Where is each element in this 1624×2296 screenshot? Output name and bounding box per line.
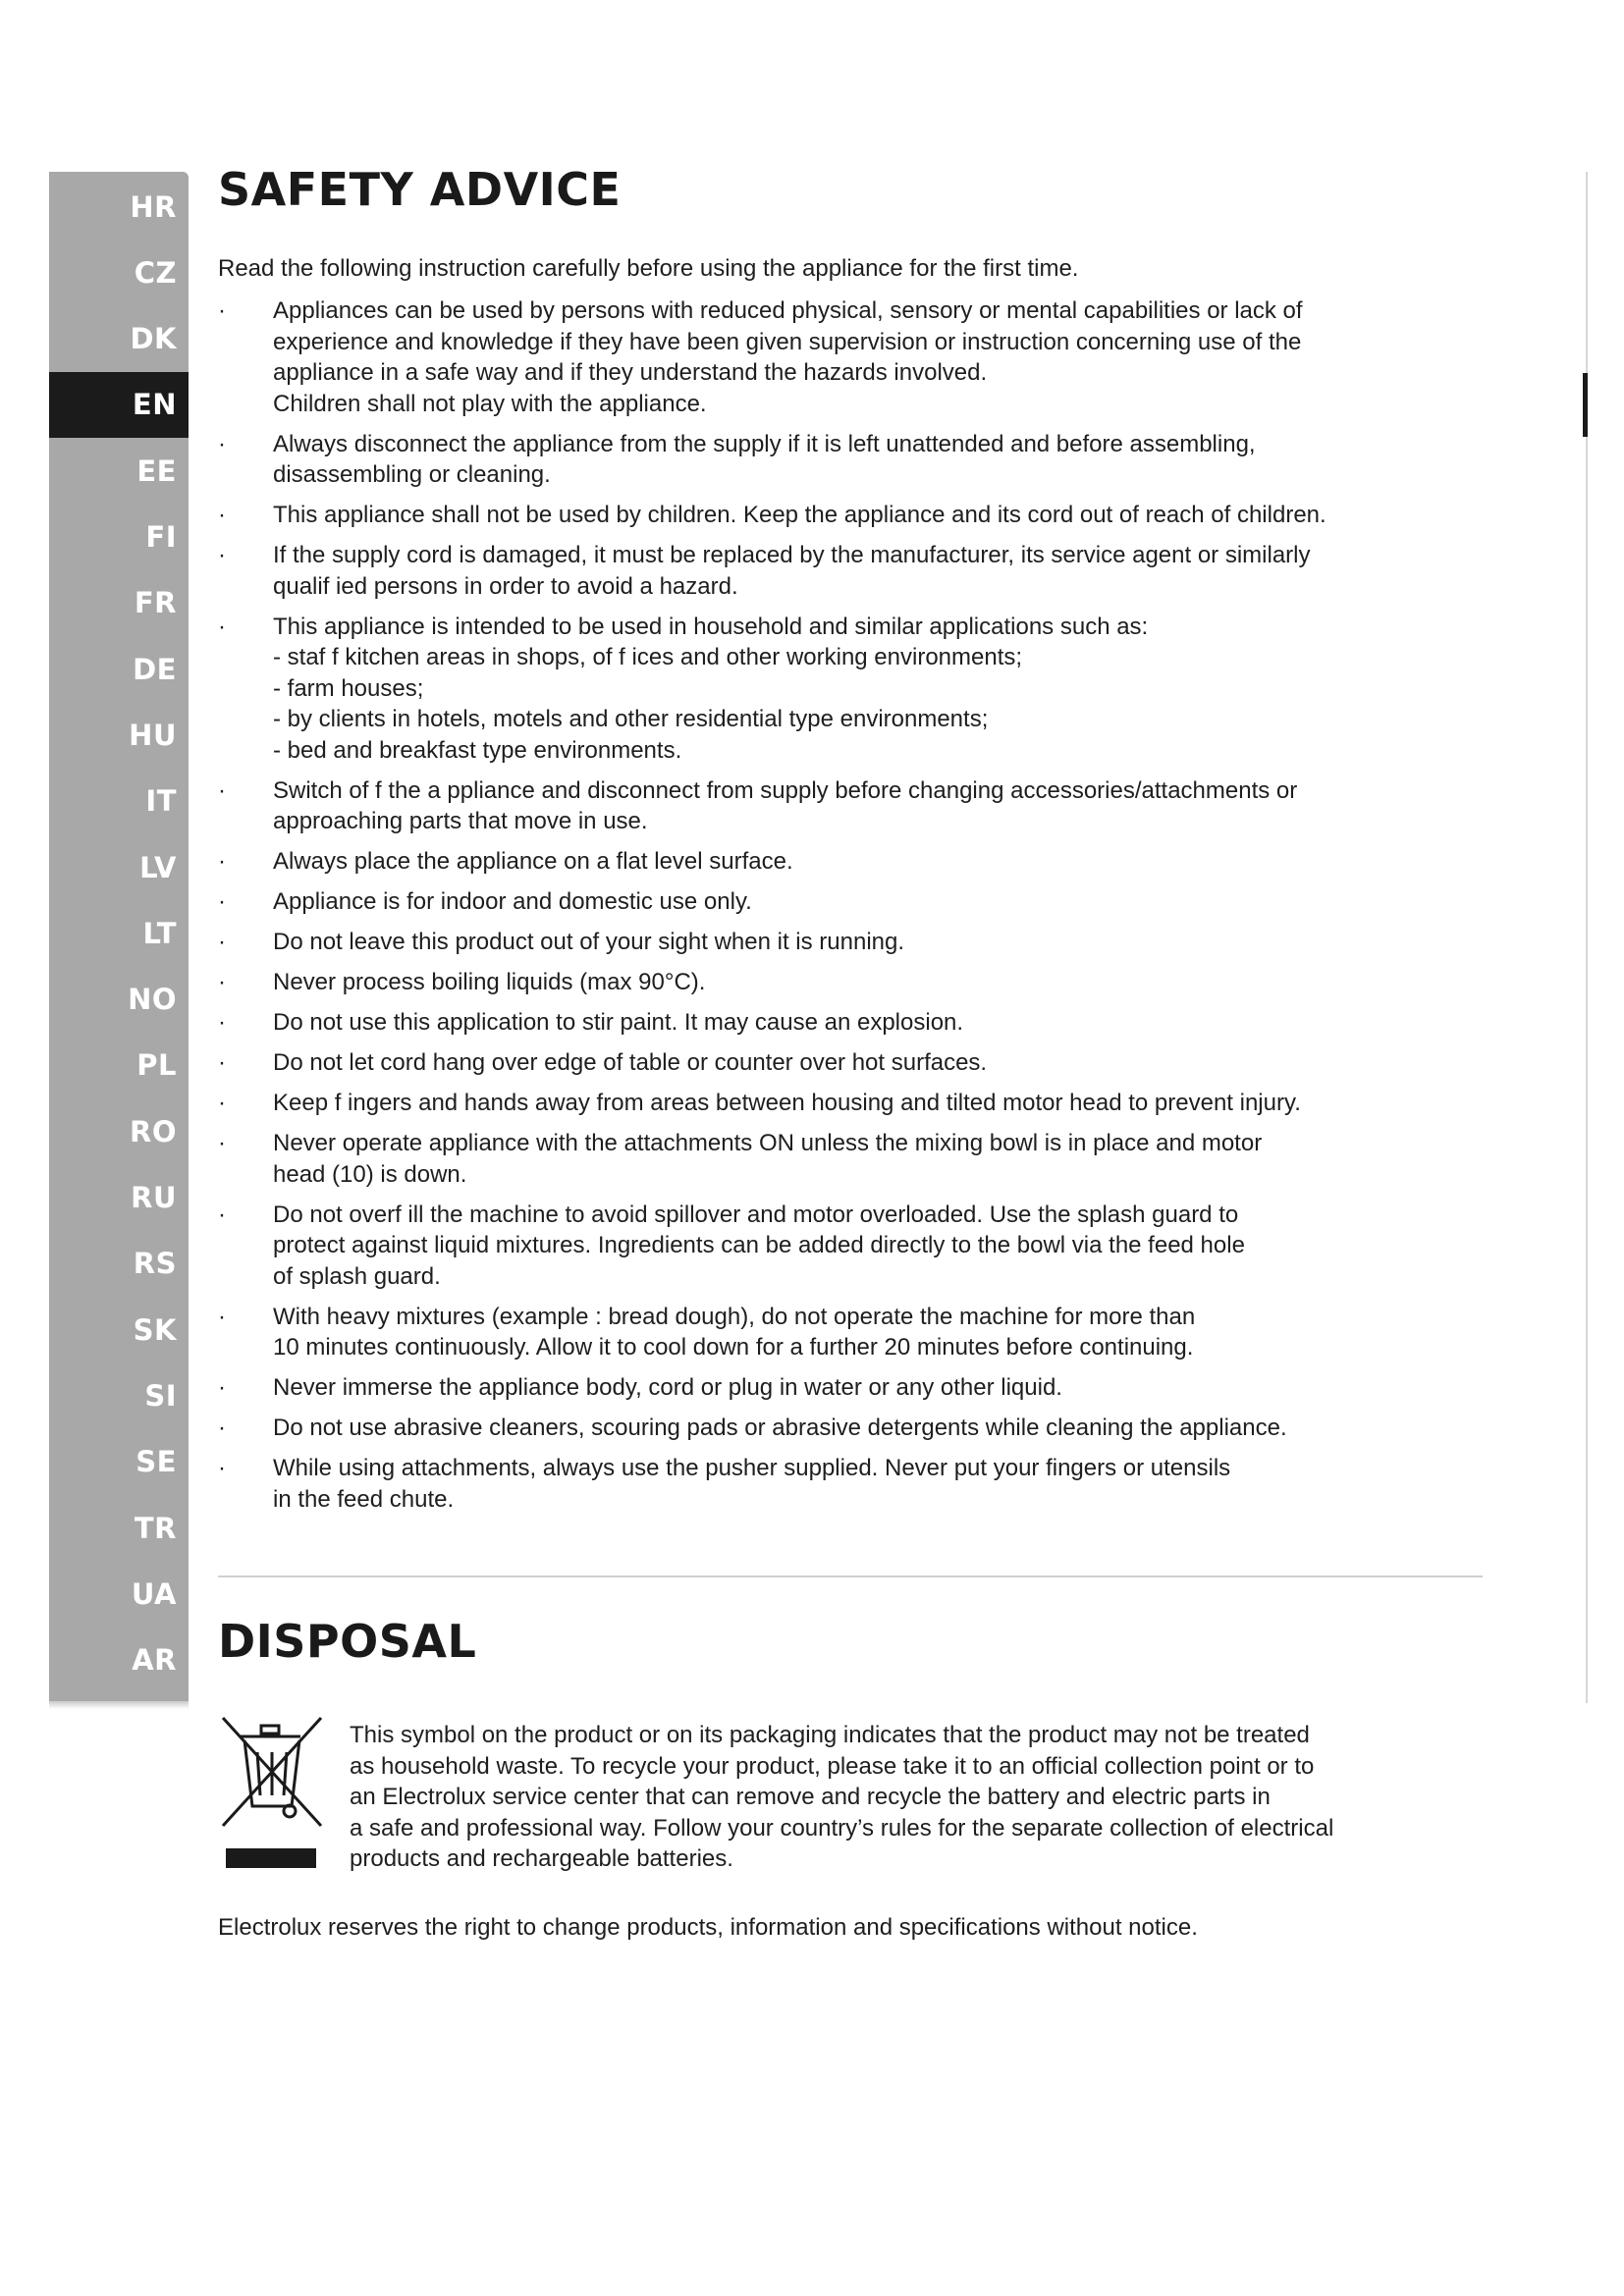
bullet-icon: · bbox=[218, 1303, 226, 1330]
disposal-text-line: as household waste. To recycle your product, please take it to an official collection point or to bbox=[350, 1752, 1315, 1780]
disposal-heading: DISPOSAL bbox=[218, 1615, 477, 1668]
page-edge-marker bbox=[1583, 373, 1588, 437]
bullet-icon: · bbox=[218, 1415, 226, 1441]
safety-item-line: Switch of f the a ppliance and disconnect from supply before changing accessories/attachments or bbox=[273, 776, 1298, 804]
bullet-icon: · bbox=[218, 929, 226, 955]
bullet-icon: · bbox=[218, 1009, 226, 1036]
safety-item-line: Always disconnect the appliance from the supply if it is left unattended and before assembling, bbox=[273, 430, 1256, 457]
language-tab-ro[interactable]: RO bbox=[130, 1114, 177, 1148]
safety-advice-list bbox=[218, 295, 1494, 1524]
disposal-text-line: products and rechargeable batteries. bbox=[350, 1845, 733, 1872]
section-divider bbox=[218, 1575, 1483, 1577]
safety-item bbox=[218, 846, 1494, 878]
language-tab-si[interactable]: SI bbox=[144, 1378, 177, 1413]
safety-item bbox=[218, 1128, 1494, 1190]
language-tab-de[interactable]: DE bbox=[133, 652, 177, 686]
language-tab-lv[interactable]: LV bbox=[139, 850, 177, 884]
safety-item-line: Always place the appliance on a flat level surface. bbox=[273, 848, 793, 875]
language-tab-it[interactable]: IT bbox=[145, 784, 177, 819]
safety-item bbox=[218, 1302, 1494, 1363]
safety-item-line: Never process boiling liquids (max 90°C). bbox=[273, 969, 706, 995]
bullet-icon: · bbox=[218, 1201, 226, 1228]
weee-crossed-bin-icon bbox=[218, 1713, 326, 1870]
language-tab-en[interactable]: EN bbox=[49, 372, 189, 438]
language-tab-hr[interactable]: HR bbox=[130, 189, 177, 224]
safety-item bbox=[218, 1047, 1494, 1079]
language-tab-hu[interactable]: HU bbox=[129, 718, 177, 752]
bullet-icon: · bbox=[218, 542, 226, 568]
safety-item bbox=[218, 612, 1494, 767]
safety-item-line: appliance in a safe way and if they understand the hazards involved. bbox=[273, 359, 988, 386]
language-tab-cz[interactable]: CZ bbox=[134, 255, 177, 290]
language-tab-lt[interactable]: LT bbox=[142, 916, 177, 950]
bullet-icon: · bbox=[218, 969, 226, 995]
safety-item-line: approaching parts that move in use. bbox=[273, 808, 648, 834]
safety-item-line: - farm houses; bbox=[273, 674, 424, 702]
language-tab-pl[interactable]: PL bbox=[136, 1048, 177, 1083]
safety-item bbox=[218, 295, 1494, 419]
disposal-text bbox=[350, 1720, 1528, 1875]
bullet-icon: · bbox=[218, 848, 226, 875]
safety-item bbox=[218, 1372, 1494, 1404]
language-tab-ua[interactable]: UA bbox=[131, 1576, 177, 1611]
language-tab-shadow bbox=[49, 1701, 189, 1709]
safety-item bbox=[218, 1007, 1494, 1039]
safety-item-line: Appliance is for indoor and domestic use only. bbox=[273, 888, 752, 915]
safety-item-line: experience and knowledge if they have been given supervision or instruction concerning use of the bbox=[273, 328, 1302, 355]
safety-item-line: Do not overf ill the machine to avoid spillover and motor overloaded. Use the splash guard to bbox=[273, 1201, 1239, 1228]
disposal-text-line: an Electrolux service center that can remove and recycle the battery and electric parts in bbox=[350, 1784, 1271, 1810]
safety-item bbox=[218, 967, 1494, 998]
language-tab-sk[interactable]: SK bbox=[133, 1312, 177, 1347]
safety-item bbox=[218, 886, 1494, 918]
bullet-icon: · bbox=[218, 1455, 226, 1481]
safety-item-line: Appliances can be used by persons with reduced physical, sensory or mental capabilities or lack of bbox=[273, 297, 1303, 324]
safety-item bbox=[218, 1453, 1494, 1515]
safety-item-line: If the supply cord is damaged, it must be replaced by the manufacturer, its service agent or similarly bbox=[273, 542, 1311, 568]
safety-item-line: Never immerse the appliance body, cord or plug in water or any other liquid. bbox=[273, 1374, 1062, 1401]
safety-item-line: Children shall not play with the appliance. bbox=[273, 390, 707, 417]
bullet-icon: · bbox=[218, 1090, 226, 1116]
language-tab-fr[interactable]: FR bbox=[134, 586, 177, 620]
safety-item-line: - by clients in hotels, motels and other residential type environments; bbox=[273, 706, 989, 732]
language-tab-ee[interactable]: EE bbox=[136, 454, 177, 488]
safety-item-line: Never operate appliance with the attachments ON unless the mixing bowl is in place and motor bbox=[273, 1130, 1263, 1156]
language-tab-tr[interactable]: TR bbox=[134, 1511, 177, 1545]
safety-item-line: Do not let cord hang over edge of table or counter over hot surfaces. bbox=[273, 1049, 988, 1076]
safety-item-line: This appliance shall not be used by children. Keep the appliance and its cord out of reach of children. bbox=[273, 502, 1326, 528]
language-tab-ar[interactable]: AR bbox=[132, 1643, 177, 1678]
safety-item-line: Keep f ingers and hands away from areas between housing and tilted motor head to prevent injury. bbox=[273, 1090, 1301, 1116]
bullet-icon: · bbox=[218, 1130, 226, 1156]
bullet-icon: · bbox=[218, 776, 226, 804]
safety-advice-heading: SAFETY ADVICE bbox=[218, 163, 622, 216]
safety-intro: Read the following instruction carefully before using the appliance for the first time. bbox=[218, 255, 1079, 282]
language-tab-rs[interactable]: RS bbox=[133, 1247, 177, 1281]
safety-item-line: - staf f kitchen areas in shops, of f ices and other working environments; bbox=[273, 644, 1023, 670]
safety-item-line: disassembling or cleaning. bbox=[273, 461, 551, 488]
safety-item bbox=[218, 1413, 1494, 1444]
bullet-icon: · bbox=[218, 297, 226, 324]
bullet-icon: · bbox=[218, 1374, 226, 1401]
safety-item-line: of splash guard. bbox=[273, 1262, 441, 1290]
footer-note: Electrolux reserves the right to change products, information and specifications without notice. bbox=[218, 1914, 1198, 1941]
bullet-icon: · bbox=[218, 430, 226, 457]
language-tab-bar bbox=[49, 172, 189, 1703]
language-tab-fi[interactable]: FI bbox=[145, 520, 177, 554]
safety-item bbox=[218, 429, 1494, 491]
safety-item-line: Do not use this application to stir paint. It may cause an explosion. bbox=[273, 1009, 964, 1036]
safety-item bbox=[218, 1200, 1494, 1293]
language-tab-dk[interactable]: DK bbox=[130, 322, 177, 356]
safety-item-line: Do not leave this product out of your sight when it is running. bbox=[273, 929, 905, 955]
language-tab-se[interactable]: SE bbox=[135, 1445, 177, 1479]
safety-item-line: Do not use abrasive cleaners, scouring pads or abrasive detergents while cleaning the appliance. bbox=[273, 1415, 1287, 1441]
disposal-text-line: This symbol on the product or on its packaging indicates that the product may not be treated bbox=[350, 1722, 1310, 1748]
safety-item-line: While using attachments, always use the pusher supplied. Never put your fingers or utensils bbox=[273, 1455, 1231, 1481]
safety-item bbox=[218, 1088, 1494, 1119]
safety-item-line: protect against liquid mixtures. Ingredients can be added directly to the bowl via the feed hole bbox=[273, 1232, 1245, 1258]
safety-item-line: qualif ied persons in order to avoid a hazard. bbox=[273, 572, 738, 600]
safety-item bbox=[218, 927, 1494, 958]
safety-item-line: 10 minutes continuously. Allow it to cool down for a further 20 minutes before continuing. bbox=[273, 1334, 1194, 1361]
bullet-icon: · bbox=[218, 1049, 226, 1076]
language-tab-ru[interactable]: RU bbox=[131, 1181, 177, 1214]
safety-item-line: in the feed chute. bbox=[273, 1485, 455, 1513]
bullet-icon: · bbox=[218, 888, 226, 915]
bullet-icon: · bbox=[218, 502, 226, 528]
safety-item-line: head (10) is down. bbox=[273, 1160, 467, 1188]
safety-item bbox=[218, 540, 1494, 602]
disposal-text-line: a safe and professional way. Follow your country’s rules for the separate collection of electrical bbox=[350, 1814, 1334, 1842]
safety-item-line: With heavy mixtures (example : bread dough), do not operate the machine for more than bbox=[273, 1303, 1196, 1330]
safety-item-line: This appliance is intended to be used in household and similar applications such as: bbox=[273, 613, 1149, 640]
safety-item bbox=[218, 775, 1494, 837]
safety-item-line: - bed and breakfast type environments. bbox=[273, 736, 682, 764]
bullet-icon: · bbox=[218, 613, 226, 640]
safety-item bbox=[218, 500, 1494, 531]
language-tab-no[interactable]: NO bbox=[128, 983, 177, 1017]
